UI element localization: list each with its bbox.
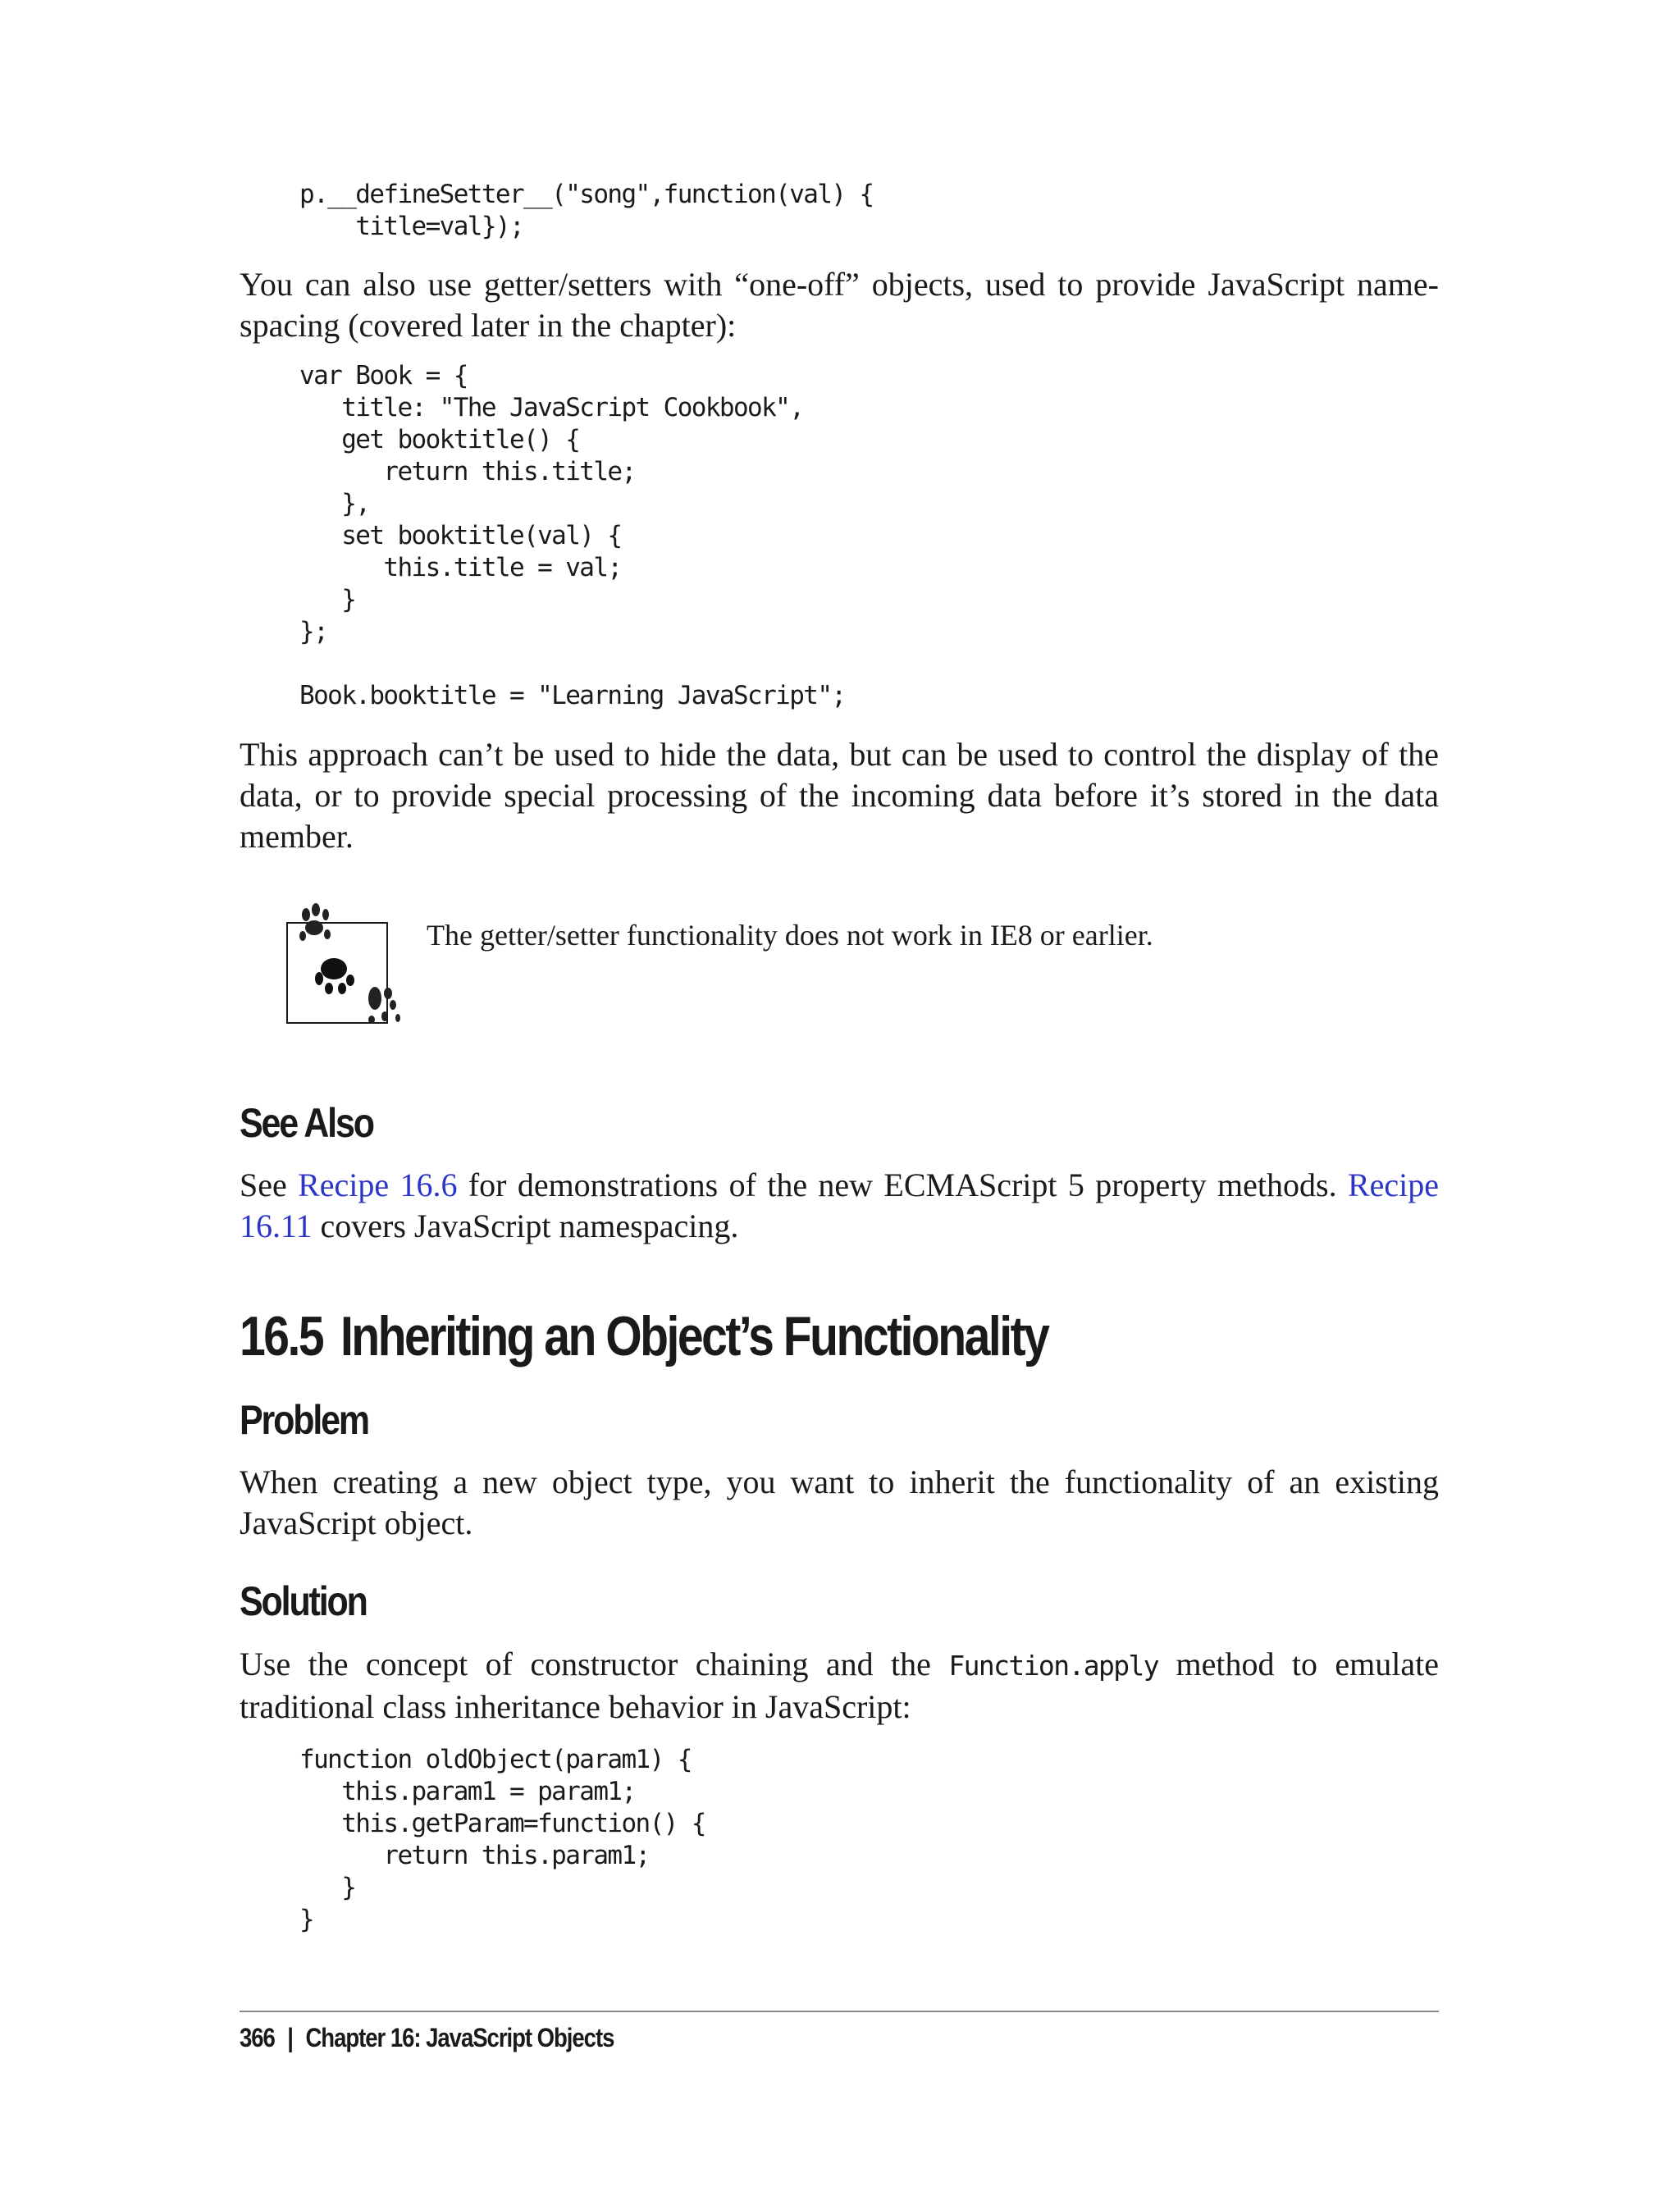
recipe-number: 16.5 bbox=[240, 1305, 323, 1367]
chapter-title: Chapter 16: JavaScript Objects bbox=[305, 2023, 614, 2052]
paragraph-one-off-objects: You can also use getter/setters with “one-off” objects, used to provide JavaScript name-spacing (covered later in the chapter): bbox=[240, 266, 1439, 344]
page-footer bbox=[240, 2023, 614, 2053]
link-recipe-16-6[interactable]: Recipe 16.6 bbox=[298, 1166, 458, 1203]
link-recipe-16-11[interactable]: Recipe 16.11 bbox=[240, 1166, 1439, 1244]
see-also-prefix: See bbox=[240, 1166, 299, 1203]
recipe-heading bbox=[240, 1304, 1048, 1368]
footer-separator: | bbox=[287, 2023, 293, 2052]
note-text: The getter/setter functionality does not work in IE8 or earlier. bbox=[427, 919, 1153, 952]
inline-code-function-apply: Function.apply bbox=[948, 1650, 1159, 1682]
paragraph-see-also bbox=[240, 1165, 1439, 1247]
problem-heading: Problem bbox=[240, 1397, 369, 1443]
code-block-setter: p.__defineSetter__("song",function(val) { title=val}); bbox=[299, 180, 874, 241]
see-also-suffix: covers JavaScript namespacing. bbox=[312, 1208, 739, 1244]
see-also-heading: See Also bbox=[240, 1100, 373, 1146]
code-block-book: var Book = { title: "The JavaScript Cookbook", get booktitle() { return this.title; }, set booktitle(val) { this.title = val; } }; Book.booktitle = "Learning JavaScript"; bbox=[299, 361, 846, 710]
recipe-title: Inheriting an Object’s Functionality bbox=[340, 1305, 1048, 1367]
see-also-middle: for demonstrations of the new ECMAScript 5 property methods. bbox=[457, 1166, 1348, 1203]
paragraph-approach: This approach can’t be used to hide the data, but can be used to control the display of the data, or to provide special processing of the incoming data before it’s stored in the data member. bbox=[240, 736, 1439, 855]
note-tracks-icon bbox=[283, 897, 422, 1036]
page-number: 366 bbox=[240, 2023, 275, 2052]
paragraph-problem: When creating a new object type, you want to inherit the functionality of an existing JavaScript object. bbox=[240, 1463, 1439, 1541]
footer-divider bbox=[240, 2011, 1439, 2012]
solution-heading: Solution bbox=[240, 1578, 367, 1624]
solution-prefix: Use the concept of constructor chaining and the bbox=[240, 1646, 949, 1682]
paragraph-solution bbox=[240, 1644, 1439, 1728]
code-block-old-object: function oldObject(param1) { this.param1 = param1; this.getParam=function() { return this.param1; } } bbox=[299, 1745, 705, 1934]
solution-suffix: method to emulate traditional class inheritance behavior in JavaScript: bbox=[240, 1646, 1439, 1725]
